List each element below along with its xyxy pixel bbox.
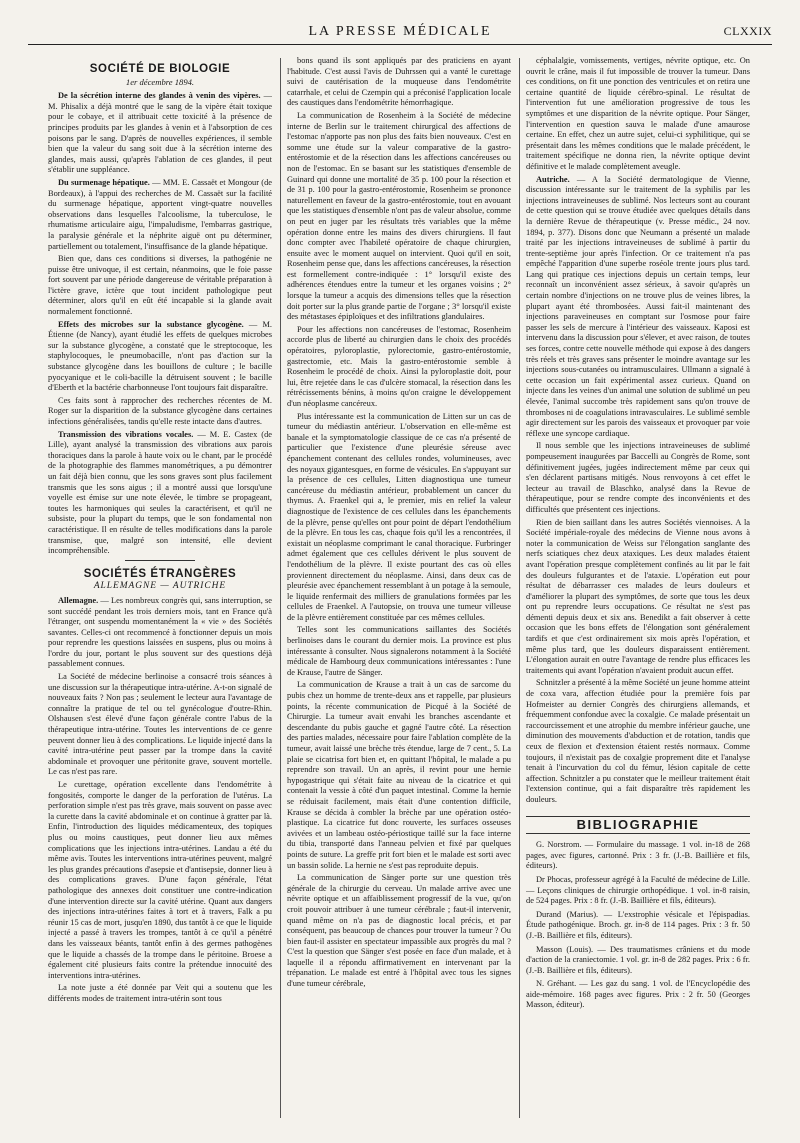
bibliography-title: BIBLIOGRAPHIE <box>576 816 700 832</box>
paragraph-text: Pour les affections non cancéreuses de l'estomac, Rosenheim accorde plus de liberté au chirurgien dans le choix des procédés opératoires, pyloroplastie, pylorectomie, gastro-entérostomie, gastrectomie, etc. Mais la gastro-entérostomie semble à Rosenheim le procédé de choix. Ainsi la pyloroplastie doit, pour lui, être rejetée dans le cas d'ulcère stomacal, la résection dans les rétrécissements bénins, à moins qu'on craigne le développement d'un néoplasme cancéreux. <box>287 324 511 408</box>
paragraph <box>526 175 750 440</box>
paragraph <box>48 430 272 557</box>
bibliography-entry: Masson (Louis). — Des traumatismes crâniens et du mode d'action de la craniectomie. 1 vol. gr. in-8 de 282 pages. Prix : 6 fr. (J.-B. Baillière et fils, éditeurs). <box>526 944 750 975</box>
column-divider <box>519 58 520 1118</box>
paragraph <box>526 678 750 805</box>
section-divider <box>125 560 195 561</box>
paragraph-text: Plus intéressante est la communication de Litten sur un cas de tumeur du médiastin antérieur. L'observation en elle-même est banale et la symptomatologie classique de ce cas n'a présenté de particulier que l'existence d'une pleurésie séreuse avec épanchement contenant des cellules rondes, volumineuses, avec des noyaux gigantesques, en forme de vésicules. En s'appuyant sur la présence de ces cellules, Litten diagnostiqua une tumeur cancéreuse du médiastin antérieur, probablement un cancer du thymus. A. Fraenkel qui a, le premier, mis en relief la valeur diagnostique de l'existence de ces cellules dans les épanchements de la plèvre, pense qu'elles ont pour point de départ l'endothélium de la plèvre. En tous les cas, chaque fois qu'il les a rencontrées, il existait un néoplasme comprimant le canal thoracique. Furbringer admet également que ces cellules dérivent le plus souvent de l'endothélium de la plèvre. Il existe pourtant des cas où elles proviennent directement du néoplasme. Ainsi, dans deux cas de pleurésie avec épanchement ressemblant à un potage à la semoule, le liquide renfermait des milliers de granulations formées par les cellules de Fraenkel. A l'autopsie, on trouva une tumeur villeuse de la plèvre entièrement constituée par ces mêmes cellules. <box>287 411 511 622</box>
paragraph <box>48 178 272 252</box>
paragraph <box>48 983 272 1004</box>
paragraph <box>48 396 272 428</box>
paragraph-heading: Autriche. <box>536 174 577 184</box>
paragraph-text: La Société de médecine berlinoise a consacré trois séances à une discussion sur la thérapeutique intra-utérine. A-t-on signalé de nouveaux faits ? Non pas ; seulement le lecteur aura l'avantage de connaître la pratique de tel ou tel gynécologue d'outre-Rhin. Olshausen s'est élevé d'une façon générale contre l'abus de la thérapeutique intra-utérine. Toutes les interventions de ce genre peuvent donner lieu à des complications. Le liquide injecté dans la cavité intra-utérine peut passer par la trompe dans la cavité abdominale et provoquer une péritonite grave, souvent mortelle. Le cas n'est pas rare. <box>48 672 272 777</box>
bibliography-entry: Durand (Marius). — L'exstrophie vésicale et l'épispadias. Étude pathogénique. Broch. gr. in-8 de 114 pages. Prix : 3 fr. 50 (J.-B. Baillière et fils, éditeurs). <box>526 909 750 940</box>
column-3 <box>526 56 750 1126</box>
paragraph-text: Ces faits sont à rapprocher des recherches récentes de M. Roger sur la disparition de la substance glycogène dans certaines infections généralisées, tandis qu'elle reste intacte dans d'autres. <box>48 395 272 426</box>
article-body <box>48 91 272 557</box>
paragraph-text: Bien que, dans ces conditions si diverses, la pathogénie ne puisse être univoque, il est certain, néanmoins, que le foie passe fort souvent par une période dangereuse de véritable préparation à l'ictère grave, ictère que tout incident pathologique peut déterminer, alors qu'il en eût été incapable si la glande avait normalement fonctionné. <box>48 254 272 317</box>
column-2 <box>287 56 511 1126</box>
paragraph-text: La note juste a été donnée par Veit qui a soutenu que les différents modes de traitement intra-utérin sont tous <box>48 983 272 1003</box>
article-body <box>48 596 272 1005</box>
paragraph-text: — M. Phisalix a déjà montré que le sang de la vipère était toxique pour le cobaye, et il attribuait cette toxicité à la présence de principes produits par les glandes à venin et à l'absorption de ces poisons par le sang. D'après de nouvelles expériences, il semble bien que la valeur du sang soit due à la sécrétion interne des glandes, mais aussi, qu'après l'ablation de ces glandes, il peut s'établir une suppléance. <box>48 91 272 175</box>
paragraph-text: — Les nombreux congrès qui, sans interruption, se sont succédé pendant les trois derniers mois, tant en France qu'à l'étranger, ont suspendu momentanément la « vie » des Sociétés savantes. Celles-ci ont recommencé à fonctionner depuis un mois pour reprendre les questions laissées en suspens, plus ou moins à l'ordre du jour, portant le plus souvent sur des questions déjà passablement connues. <box>48 595 272 669</box>
paragraph-text: — A la Société dermatologique de Vienne, discussion intéressante sur le traitement de la syphilis par les injections intraveineuses de sublimé. Nos lecteurs sont au courant de cette question qui se trouve étudiée avec quelques détails dans la dernière Revue de thérapeutique (v. Presse médic., 24 nov. 1894, p. 377). Disons donc que Neumann a présenté un malade traité par les injections intraveineuses de sublimé à partir du trente-septième jour après l'infection. Or ce traitement n'a pas empêché l'apparition d'une superbe roséole trente jours plus tard. Lang qui pratique ces injections depuis un certain temps, leur reconnaît un inconvénient assez sérieux, à savoir qu'après un certain nombre d'injections on ne trouve plus de veines libres, la plupart ayant été thrombosées. Aussi fait-il maintenant des injections paraveineuses en comptant sur l'osmose pour faire passer les sels de mercure à l'intérieur des vaisseaux. Kaposi est intervenu dans la discussion pour s'élever, et avec raison, de toutes ses forces, contre cette nouvelle méthode qui expose à des dangers très réels et très graves sans présenter le moindre avantage sur les injections sous-cutanées ou intramusculaires. Ullmann a signalé à cette occasion un fait expérimental assez curieux. Quand on injecte dans les veines d'un animal une solution de sublimé un peu élevée, l'animal succombe très rapidement sans qu'on trouve de thromboses ni de coagulations intravasculaires. Le sublimé semble agir directement sur les parois des vaisseaux et provoquer par voie réflexe une syncope cardiaque. <box>526 174 750 438</box>
paragraph-text: — M. E. Castex (de Lille), ayant analysé la transmission des vibrations aux parois thoraciques dans la parole à haute voix ou le chant, par le procédé de la photographie des flammes manométriques, a pu démontrer un fait déjà bien connu, que les sons graves sont plus facilement transmis que les sons aigus ; il a montré aussi que lorsqu'une voyelle est émise sur une note élevée, le timbre se propageant, toutes les harmoniques qui seules la caractérisent, et qu'il ne subsiste, pour la plupart du temps, que le son fondamental non caractéristique. Il en résulte de telles modifications dans la parole transmise, que, malgré son intensité, elle devient incompréhensible. <box>48 429 272 556</box>
paragraph-text: Il nous semble que les injections intraveineuses de sublimé pompeusement inaugurées par Baccelli au Congrès de Rome, sont définitivement jugées, jugées indirectement même par ceux qui s'en déclarent partisans mitigés. Nous renvoyons à cet effet le lecteur au travail de Blaschko, analysé dans la Revue de thérapeutique, pour se rendre compte des inconvénients et des difficultés que présentent ces injections. <box>526 441 750 514</box>
running-head <box>28 18 772 45</box>
paragraph-text: La communication de Sänger porte sur une question très générale de la chirurgie du cerveau. Un malade arrive avec une névrite optique et un affaiblissement progressif de la vue, qu'on croit pouvoir attribuer à une tumeur cérébrale ; faut-il intervenir, quand même on n'a pas de diagnostic local précis, et par conséquent, pas beaucoup de chances pour trouver la tumeur ? Ou bien faut-il assister en spectateur impassible aux progrès du mal ? C'est la question que Sänger s'est posée en face d'un malade, et à laquelle il a répondu affirmativement en intervenant par la trépanation. Le malade est entré à l'hôpital avec tous les signes d'une tumeur cérébrale, <box>287 873 511 989</box>
column-divider <box>280 58 281 1118</box>
paragraph <box>526 518 750 677</box>
paragraph <box>48 91 272 176</box>
paragraph <box>48 780 272 981</box>
paragraph <box>48 320 272 394</box>
paragraph <box>287 412 511 624</box>
bibliography-entry: N. Gréhant. — Les gaz du sang. 1 vol. de l'Encyclopédie des aide-mémoire. 168 pages avec figures. Prix : 2 fr. 50 (Georges Masson, éditeur). <box>526 979 750 1010</box>
bibliography-list <box>526 840 750 1011</box>
paragraph <box>287 325 511 410</box>
paragraph-heading: Transmission des vibrations vocales. <box>58 429 198 439</box>
paragraph-heading: Allemagne. <box>58 595 101 605</box>
bibliography-heading-box <box>526 816 750 835</box>
paragraph <box>287 56 511 109</box>
bibliography-entry: G. Norstrom. — Formulaire du massage. 1 vol. in-18 de 268 pages, avec figures, cartonné. Prix : 3 fr. (J.-B. Baillière et fils, éditeurs). <box>526 840 750 871</box>
column-1 <box>48 56 272 1126</box>
paragraph <box>287 873 511 990</box>
paragraph-text: — M. Étienne (de Nancy), ayant étudié les effets de quelques microbes sur la substance glycogène, a constaté que le streptocoque, les staphylocoques, le pneumobacille, n'ont pas d'action sur la substance glycogène dans les bouillons de culture ; le bacille pyocyanique et le coli-bacille la détruisent souvent ; le bacille d'Eberth et la bactérie charbonneuse l'ont toujours fait disparaître. <box>48 319 272 393</box>
section-title-biologie: SOCIÉTÉ DE BIOLOGIE <box>89 63 231 75</box>
paragraph-heading: Du surmenage hépatique. <box>58 177 153 187</box>
paragraph <box>48 672 272 778</box>
article-body <box>287 56 511 990</box>
paragraph <box>287 625 511 678</box>
paragraph-text: Le curettage, opération excellente dans l'endométrite à fongosités, comporte le danger de la perforation de l'utérus. La perforation simple n'est pas très grave, mais souvent on passe avec la curette dans la cavité abdominale et on continue à gratter par là. Enfin, l'introduction des liquides médicamenteux, des topiques plus ou moins caustiques, peut donner lieu aux mêmes complications que les injections intra-utérines. Landau a été du même avis. Toutes les interventions intra-utérines peuvent, malgré les plus grandes précautions d'asepsie et d'antisepsie, donner lieu à des complications graves. D'une façon générale, l'état pathologique des annexes doit constituer une contre-indication d'une intervention directe sur la cavité utérine. Quant aux dangers des injections intra-utérines faites à tort et à travers, Falk a pu réunir 15 cas de mort, jusqu'en 1890, dus tantôt à ce que le liquide injecté a passé à travers les trompes, tantôt à ce qu'il a pénétré dans les vaisseaux béants, tantôt enfin à des germes pathogènes que le liquide a chassés de la trompe dans le péritoine. Broese a également cité plusieurs faits contre la prétendue innocuité des interventions intra-utérines. <box>48 780 272 980</box>
paragraph-text: Rien de bien saillant dans les autres Sociétés viennoises. A la Société impériale-royale des médecins de Vienne nous avons à noter la communication de Weiss sur l'élongation sanglante des nerfs sciatiques chez deux ataxiques. Les deux malades étaient avant l'opération presque complètement confinés au lit par le fait des douleurs fulgurantes et de l'ataxie. L'opération eut pour résultat de débarrasser ces malades de leurs douleurs et d'améliorer la plupart des symptômes, de sorte que tous les deux ont pu reprendre leurs occupations. Ce résultat ne s'est pas démenti depuis deux et six ans. Benedikt a fait observer à cette occasion que les bons effets de l'élongation sont généralement tardifs et que c'est ordinairement six mois après l'opération, et même plus tard, que les douleurs disparaissent entièrement. L'élongation aurait en outre l'avantage de rendre plus efficaces les traitements qui avant l'opération n'avaient produit aucun effet. <box>526 517 750 675</box>
bibliography-entry: Dr Phocas, professeur agrégé à la Faculté de médecine de Lille. — Leçons cliniques de chirurgie orthopédique. 1 vol. in-8 raisin, de 524 pages. Prix : 8 fr. (J.-B. Baillière et fils, éditeurs). <box>526 874 750 906</box>
paragraph <box>526 441 750 515</box>
paragraph-text: La communication de Krause a trait à un cas de sarcome du pubis chez un homme de trente-deux ans et rappelle, par plusieurs points, la récente communication de Picqué à la Société de Chirurgie. La tumeur avait envahi les branches ascendante et descendante du pubis gauche et gagné l'autre côté. La résection des parties malades, nécessaire pour faire l'ablation complète de la tumeur, avait laissé une brèche très étendue, large de 7 cent., 5. La plaie se cicatrisa fort bien et, en quittant l'hôpital, le malade a pu reprendre son travail. Un an après, il revint pour une hernie hypogastrique qui s'était faite au niveau de la cicatrice et qui contenait la vessie à côté d'un paquet intestinal. Comme la hernie se réduisait facilement, mais était d'une contention difficile, Krause se décida à combler la brèche par une opération ostéo-plastique. La cicatrice fut donc rouverte, les surfaces osseuses avivées et un lambeau ostéo-périostique taillé sur la face interne du tibia, transporté dans l'anneau pelvien et fixé par quelques points de suture. La greffe prit fort bien et le malade est sorti avec un bassin solide. La hernie ne s'est pas reproduite depuis. <box>287 680 511 870</box>
page-number: CLXXIX <box>723 24 772 38</box>
paragraph-text: céphalalgie, vomissements, vertiges, névrite optique, etc. On ouvrit le crâne, mais il fut impossible de trouver la tumeur. Dans ces conditions, on fit une ponction des ventricules et on retira une certaine quantité de liquide cérébro-spinal. Le résultat de l'intervention fut une amélioration progressive de tous les symptômes et une disparition de la névrite optique. Pour Sänger, l'intervention en question sauva le malade d'une amaurose certaine. En effet, chez un autre sujet, celui-ci syphilitique, qui se présentait dans les mêmes conditions que le malade précédent, le traitement spécifique ne donna rien, la névrite optique devint définitive et le malade complètement aveugle. <box>526 56 750 171</box>
article-body <box>526 56 750 806</box>
paragraph <box>287 111 511 323</box>
paragraph <box>287 680 511 871</box>
paragraph <box>48 596 272 670</box>
section-title-etrangeres: SOCIÉTÉS ÉTRANGÈRES <box>83 567 237 580</box>
paragraph-text: La communication de Rosenheim à la Société de médecine interne de Berlin sur le traitement chirurgical des affections de l'estomac n'apporte pas non plus des faits bien nouveaux. C'est en somme une étude sur la valeur comparative de la gastro-entérostomie et de la résection dans les affections cancéreuses ou non de l'estomac. En se basant sur les statistiques d'ensemble de Guinard qui donne une mortalité de 35 p. 100 pour la résection et de 31 p. 100 pour la gastro-entérostomie, Rosenheim se prononce naturellement en faveur de la gastro-entérostomie, tout en avouant que les statistiques d'ensemble n'ont pas de valeur absolue, comme on peut en juger par les résultats très variables que la même opération donne entre les mains des divers chirurgiens. Il faut donc compter avec l'habileté opératoire de chaque chirurgien, ensuite avec le moment auquel on intervient. Quoi qu'il en soit, Rosenheim pense que, dans les affections cancéreuses, la résection est formellement contre-indiquée : 1° lorsqu'il existe des adhérences étendues entre la tumeur et les organes voisins ; 2° lorsque la tumeur a acquis des dimensions telles que la résection doit porter sur la plus grande partie de l'organe ; 3° lorsqu'il existe des métastases épiploïques et des infiltrations glandulaires. <box>287 110 511 322</box>
paragraph-heading: Effets des microbes sur la substance glycogène. <box>58 319 249 329</box>
paragraph-text: Telles sont les communications saillantes des Sociétés berlinoises dans le courant du dernier mois. La province est plus intéressante à consulter. Nous signalerons notamment à la Société médicale de Hambourg deux communications intéressantes : l'une de Krause, l'autre de Sänger. <box>287 625 511 677</box>
section-subtitle: ALLEMAGNE — AUTRICHE <box>93 581 227 592</box>
paragraph-heading: De la sécrétion interne des glandes à venin des vipères. <box>58 91 264 101</box>
paragraph-text: Schnitzler a présenté à la même Société un jeune homme atteint de coxa vara, affection étudiée pour la première fois par Hofmeister au dernier Congrès des chirurgiens allemands, et fréquemment confondue avec la coxalgie. Ce malade présentait un raccourcissement et une atrophie du membre inférieur gauche, une diminution des mouvements d'abduction et de rotation, tandis que ceux de flexion et d'extension étaient restés normaux. Comme toujours, il n'existait pas de coxalgie proprement dite et l'analyse tenait à l'incurvation du col du fémur, lésion capitale de cette affection. Schnitzler a pu constater que le meilleur traitement était l'extension continue, qui a fait disparaître très rapidement les douleurs. <box>526 678 750 804</box>
paragraph-text: — MM. E. Cassaët et Mongour (de Bordeaux), à l'appui des recherches de M. Cassaët sur la facilité du surmenage hépatique, apportent vingt-quatre nouvelles observations dans lesquelles l'alcoolisme, la tuberculose, le rhumatisme articulaire aigu, l'impaludisme, l'embarras gastrique, la paralysie générale et la néphrite aiguë ont pu déterminer, partiellement ou totalement, l'insuffisance de la glande hépatique. <box>48 177 272 251</box>
section-date: 1er décembre 1894. <box>125 76 195 87</box>
paragraph <box>526 56 750 173</box>
paragraph-text: bons quand ils sont appliqués par des praticiens en ayant l'habitude. C'est aussi l'avis de Duhrssen qui a vanté le curettage suivi de cautérisation de la muqueuse dans l'endométrite catarrhale, et celui de Czempin qui a préconisé l'application locale des caustiques dans l'endométrite hémorrhagique. <box>287 56 511 108</box>
paragraph <box>48 254 272 318</box>
journal-title: LA PRESSE MÉDICALE <box>308 24 492 39</box>
